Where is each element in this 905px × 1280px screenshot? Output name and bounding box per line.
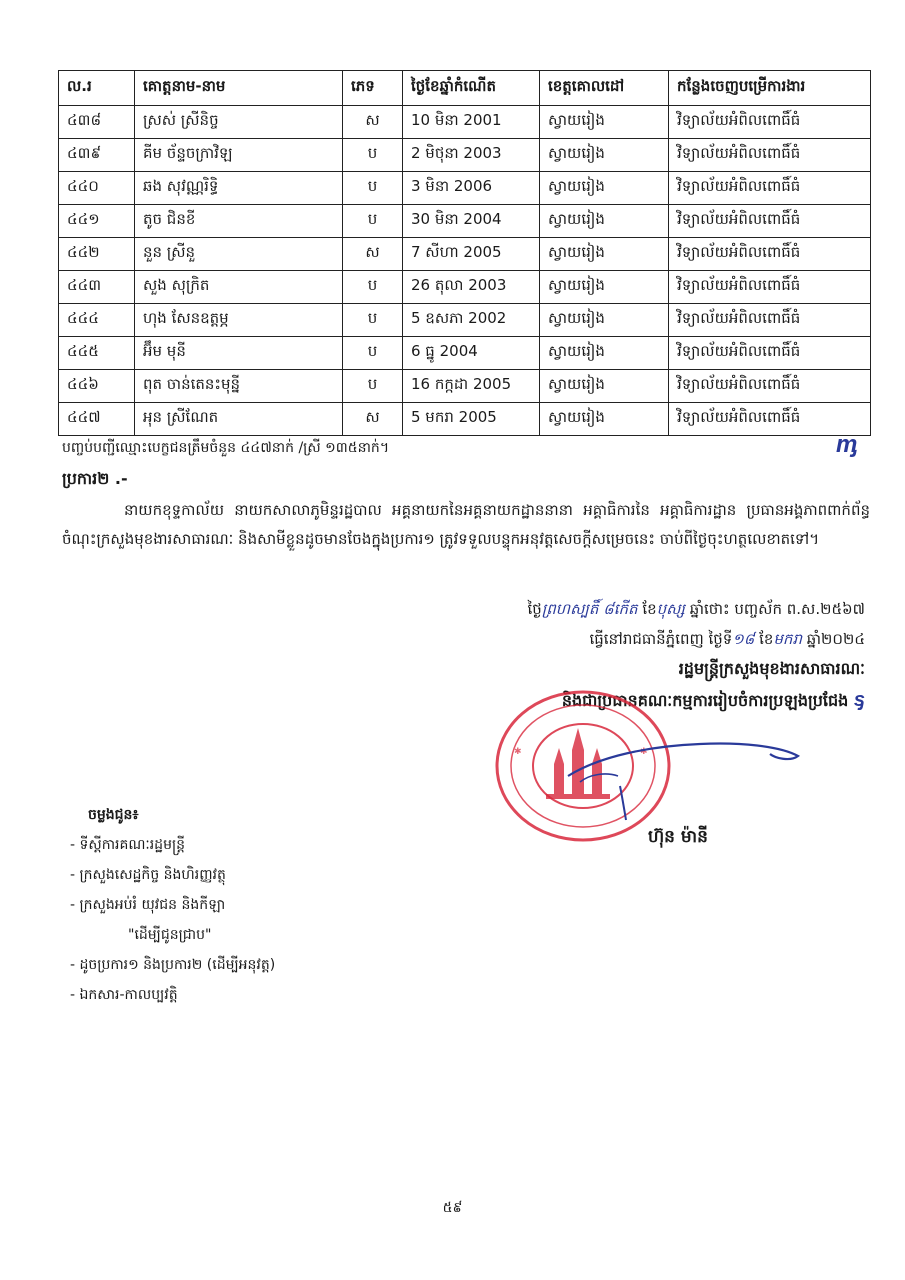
cell-no: ៤៣៨ — [59, 106, 135, 139]
cc-list — [70, 800, 275, 1010]
lunar-day-handwritten: ព្រហស្បតិ៍ ៨កើត — [541, 600, 638, 618]
header-workplace: កន្លែងចេញបម្រើការងារ — [669, 71, 871, 106]
lunar-month-handwritten: បុស្ស — [656, 600, 685, 618]
header-name: គោត្តនាម-នាម — [135, 71, 343, 106]
cell-sex: ស — [343, 106, 403, 139]
page-number: ៥៩ — [442, 1200, 463, 1216]
cell-dob: 26 តុលា 2003 — [403, 271, 540, 304]
cell-workplace: វិទ្យាល័យអំពិលពោធិ៍ធំ — [669, 337, 871, 370]
table-row — [59, 304, 871, 337]
cell-province: ស្វាយរៀង — [540, 403, 669, 436]
table-row — [59, 205, 871, 238]
cell-dob: 5 ឧសភា 2002 — [403, 304, 540, 337]
cell-sex: ប — [343, 139, 403, 172]
cell-sex: ប — [343, 205, 403, 238]
cc-title: ចម្លងជូន៖ — [88, 807, 139, 823]
article-2-paragraph — [62, 496, 870, 554]
cc-item: - ក្រសួងសេដ្ឋកិច្ច និងហិរញ្ញវត្ថុ — [70, 867, 226, 883]
cell-sex: ប — [343, 172, 403, 205]
cell-workplace: វិទ្យាល័យអំពិលពោធិ៍ធំ — [669, 205, 871, 238]
cell-no: ៤៤៣ — [59, 271, 135, 304]
date-year: ឆ្នាំ២០២៤ — [806, 630, 865, 648]
signer-name: ហ៊ុន ម៉ានី — [648, 827, 708, 847]
cell-dob: 7 សីហា 2005 — [403, 238, 540, 271]
cell-workplace: វិទ្យាល័យអំពិលពោធិ៍ធំ — [669, 172, 871, 205]
table-row — [59, 106, 871, 139]
article-2-text: នាយកខុទ្ទកាល័យ នាយកសាលាភូមិន្ទរដ្ឋបាល អគ្គនាយកនៃអគ្គនាយកដ្ឋាននានា អគ្គាធិការនៃ អគ្គាធិការដ្ឋាន ប្រធានអង្គភាពពាក់ព័ន្ធចំណុះក្រសួងមុខងារសាធារណៈ និងសាមីខ្លួនដូចមានចែងក្នុងប្រការ១ ត្រូវទទួលបន្ទុកអនុវត្តសេចក្តីសម្រេចនេះ ចាប់ពីថ្ងៃចុះហត្ថលេខាតទៅ។ — [62, 501, 870, 548]
candidates-table — [58, 70, 871, 436]
date-month-label: ខែ — [759, 630, 774, 648]
cell-province: ស្វាយរៀង — [540, 172, 669, 205]
cell-no: ៤៤៥ — [59, 337, 135, 370]
candidates-table-wrapper — [58, 70, 870, 436]
header-sex: ភេទ — [343, 71, 403, 106]
cc-item: - ដូចប្រការ១ និងប្រការ២ (ដើម្បីអនុវត្ត) — [70, 957, 276, 973]
initial-mark-2: ᶊ — [853, 687, 865, 711]
cell-dob: 5 មករា 2005 — [403, 403, 540, 436]
committee-title-text: និងជាប្រធានគណៈកម្មការរៀបចំការប្រឡងប្រជែង — [561, 691, 849, 710]
cc-sub-note: "ដើម្បីជូនជ្រាប" — [128, 927, 212, 943]
minister-title: រដ្ឋមន្ត្រីក្រសួងមុខងារសាធារណៈ — [678, 659, 865, 678]
cell-name: គីម ច័ន្ទចក្រាវិឡ — [135, 139, 343, 172]
cell-workplace: វិទ្យាល័យអំពិលពោធិ៍ធំ — [669, 403, 871, 436]
cell-sex: ប — [343, 337, 403, 370]
table-row — [59, 139, 871, 172]
svg-text:✱: ✱ — [640, 747, 648, 757]
cell-sex: ប — [343, 304, 403, 337]
cell-no: ៤៤១ — [59, 205, 135, 238]
table-row — [59, 337, 871, 370]
cell-name: ហុង សែនឧត្តម្ភ — [135, 304, 343, 337]
cell-workplace: វិទ្យាល័យអំពិលពោធិ៍ធំ — [669, 139, 871, 172]
cell-no: ៤៤០ — [59, 172, 135, 205]
cell-province: ស្វាយរៀង — [540, 139, 669, 172]
cell-name: ស្រស់ ស្រីនិច្ច — [135, 106, 343, 139]
cell-name: តូច ជិនខី — [135, 205, 343, 238]
table-row — [59, 271, 871, 304]
table-row — [59, 238, 871, 271]
cell-province: ស្វាយរៀង — [540, 271, 669, 304]
cell-dob: 6 ធ្នូ 2004 — [403, 337, 540, 370]
lunar-prefix: ថ្ងៃ — [527, 600, 542, 618]
cell-dob: 3 មិនា 2006 — [403, 172, 540, 205]
table-row — [59, 172, 871, 205]
cell-no: ៤៣៩ — [59, 139, 135, 172]
cell-name: ពុត ចាន់តេនះមុន្នី — [135, 370, 343, 403]
cell-province: ស្វាយរៀង — [540, 304, 669, 337]
cell-dob: 16 កក្កដា 2005 — [403, 370, 540, 403]
initial-mark: ᶆ — [836, 430, 858, 458]
cell-name: នួន ស្រីនួ — [135, 238, 343, 271]
cc-item: - ឯកសារ-កាលប្បវត្តិ — [70, 987, 178, 1003]
cell-no: ៤៤៤ — [59, 304, 135, 337]
cell-no: ៤៤៦ — [59, 370, 135, 403]
cell-province: ស្វាយរៀង — [540, 238, 669, 271]
article-2-title: ប្រការ២ .- — [62, 469, 128, 488]
cell-no: ៤៤២ — [59, 238, 135, 271]
cell-province: ស្វាយរៀង — [540, 370, 669, 403]
cell-sex: ស — [343, 403, 403, 436]
cell-dob: 30 មិនា 2004 — [403, 205, 540, 238]
summary-line: បញ្ចប់បញ្ជីឈ្មោះបេក្ខជនត្រឹមចំនួន ៤៤៧នាក់ /ស្រី ១៣៥នាក់។ — [62, 440, 390, 456]
table-row — [59, 403, 871, 436]
lunar-date-line — [395, 594, 865, 624]
table-body — [59, 106, 871, 436]
cell-name: អុន ស្រីណែត — [135, 403, 343, 436]
cell-province: ស្វាយរៀង — [540, 337, 669, 370]
cell-sex: ស — [343, 238, 403, 271]
cell-sex: ប — [343, 370, 403, 403]
cell-workplace: វិទ្យាល័យអំពិលពោធិ៍ធំ — [669, 304, 871, 337]
header-dob: ថ្ងៃខែឆ្នាំកំណើត — [403, 71, 540, 106]
cell-name: សួង សុក្រិត — [135, 271, 343, 304]
cell-no: ៤៤៧ — [59, 403, 135, 436]
cell-workplace: វិទ្យាល័យអំពិលពោធិ៍ធំ — [669, 106, 871, 139]
header-no: ល.រ — [59, 71, 135, 106]
date-month-handwritten: មករា — [773, 630, 802, 648]
cc-item: - ក្រសួងអប់រំ យុវជន និងកីឡា — [70, 897, 226, 913]
cell-dob: 10 មិនា 2001 — [403, 106, 540, 139]
date-prefix: ធ្វើនៅរាជធានីភ្នំពេញ ថ្ងៃទី — [589, 630, 733, 648]
lunar-month-label: ខែ — [642, 600, 657, 618]
svg-text:✱: ✱ — [514, 747, 522, 757]
cell-name: អ៊ឹម មុនី — [135, 337, 343, 370]
cell-sex: ប — [343, 271, 403, 304]
cell-name: ឆង សុវណ្ណរិទ្ធិ — [135, 172, 343, 205]
table-row — [59, 370, 871, 403]
cell-workplace: វិទ្យាល័យអំពិលពោធិ៍ធំ — [669, 238, 871, 271]
cell-province: ស្វាយរៀង — [540, 205, 669, 238]
date-day-handwritten: ១៨ — [732, 630, 755, 648]
handwritten-signature — [560, 716, 820, 826]
header-province: ខេត្តគោលដៅ — [540, 71, 669, 106]
cell-workplace: វិទ្យាល័យអំពិលពោធិ៍ធំ — [669, 370, 871, 403]
date-line — [395, 624, 865, 654]
cell-dob: 2 មិថុនា 2003 — [403, 139, 540, 172]
cc-item: - ទីស្តីការគណៈរដ្ឋមន្ត្រី — [70, 837, 186, 853]
lunar-year: ឆ្នាំថោះ បញ្ចស័ក ព.ស.២៥៦៧ — [689, 600, 865, 618]
cell-workplace: វិទ្យាល័យអំពិលពោធិ៍ធំ — [669, 271, 871, 304]
cell-province: ស្វាយរៀង — [540, 106, 669, 139]
table-header-row — [59, 71, 871, 106]
